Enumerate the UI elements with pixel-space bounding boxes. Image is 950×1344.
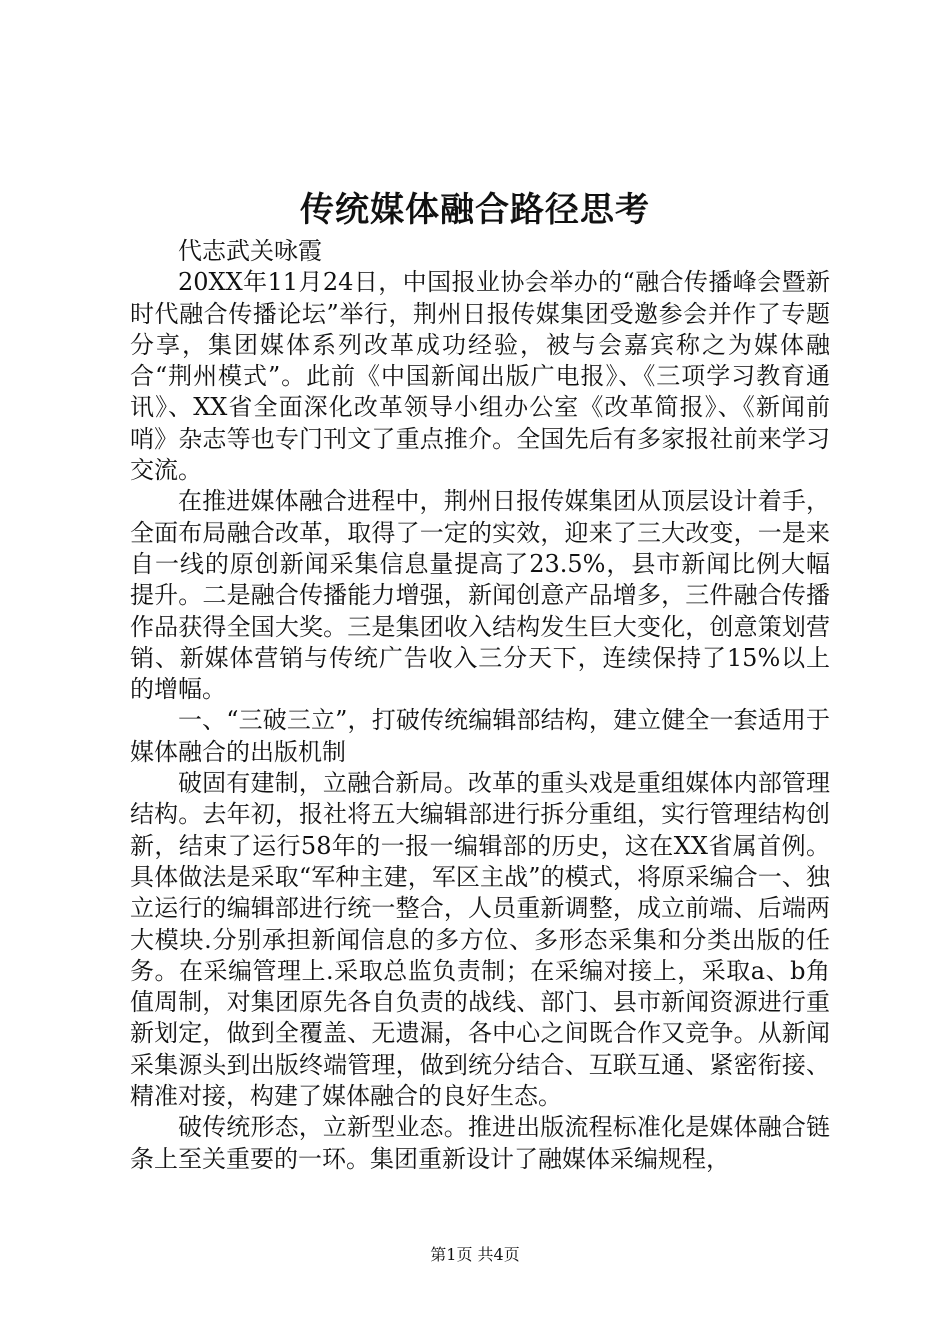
paragraph: 破固有建制，立融合新局。改革的重头戏是重组媒体内部管理结构。去年初，报社将五大编辑部进行拆分重组，实行管理结构创新，结束了运行58年的一报一编辑部的历史，这在XX省属首例。具体做法是采取“军种主建，军区主战”的模式，将原采编合一、独立运行的编辑部进行统一整合，人员重新调整，成立前端、后端两大模块.分别承担新闻信息的多方位、多形态采集和分类出版的任务。在采编管理上.采取总监负责制；在采编对接上，采取a、b角值周制，对集团原先各自负责的战线、部门、县市新闻资源进行重新划定，做到全覆盖、无遗漏，各中心之间既合作又竞争。从新闻采集源头到出版终端管理，做到统分结合、互联互通、紧密衔接、精准对接，构建了媒体融合的良好生态。 (130, 769, 830, 1111)
paragraph: 破传统形态，立新型业态。推进出版流程标准化是媒体融合链条上至关重要的一环。集团重新设计了融媒体采编规程， (130, 1113, 830, 1173)
section-heading: 一、“三破三立”，打破传统编辑部结构，建立健全一套适用于媒体融合的出版机制 (130, 706, 830, 766)
paragraph: 20XX年11月24日，中国报业协会举办的“融合传播峰会暨新时代融合传播论坛”举行，荆州日报传媒集团受邀参会并作了专题分享，集团媒体系列改革成功经验，被与会嘉宾称之为媒体融合“荆州模式”。此前《中国新闻出版广电报》、《三项学习教育通讯》、XX省全面深化改革领导小组办公室《改革简报》、《新闻前哨》杂志等也专门刊文了重点推介。全国先后有多家报社前来学习交流。 (130, 268, 830, 485)
page-title: 传统媒体融合路径思考 (300, 190, 650, 230)
document-body (130, 236, 830, 1175)
author-line: 代志武关咏霞 (178, 237, 322, 265)
paragraph: 在推进媒体融合进程中，荆州日报传媒集团从顶层设计着手，全面布局融合改革，取得了一定的实效，迎来了三大改变，一是来自一线的原创新闻采集信息量提高了23.5%，县市新闻比例大幅提升。二是融合传播能力增强，新闻创意产品增多，三件融合传播作品获得全国大奖。三是集团收入结构发生巨大变化，创意策划营销、新媒体营销与传统广告收入三分天下，连续保持了15%以上的增幅。 (130, 487, 830, 704)
page-number: 第1页 共4页 (430, 1245, 520, 1264)
